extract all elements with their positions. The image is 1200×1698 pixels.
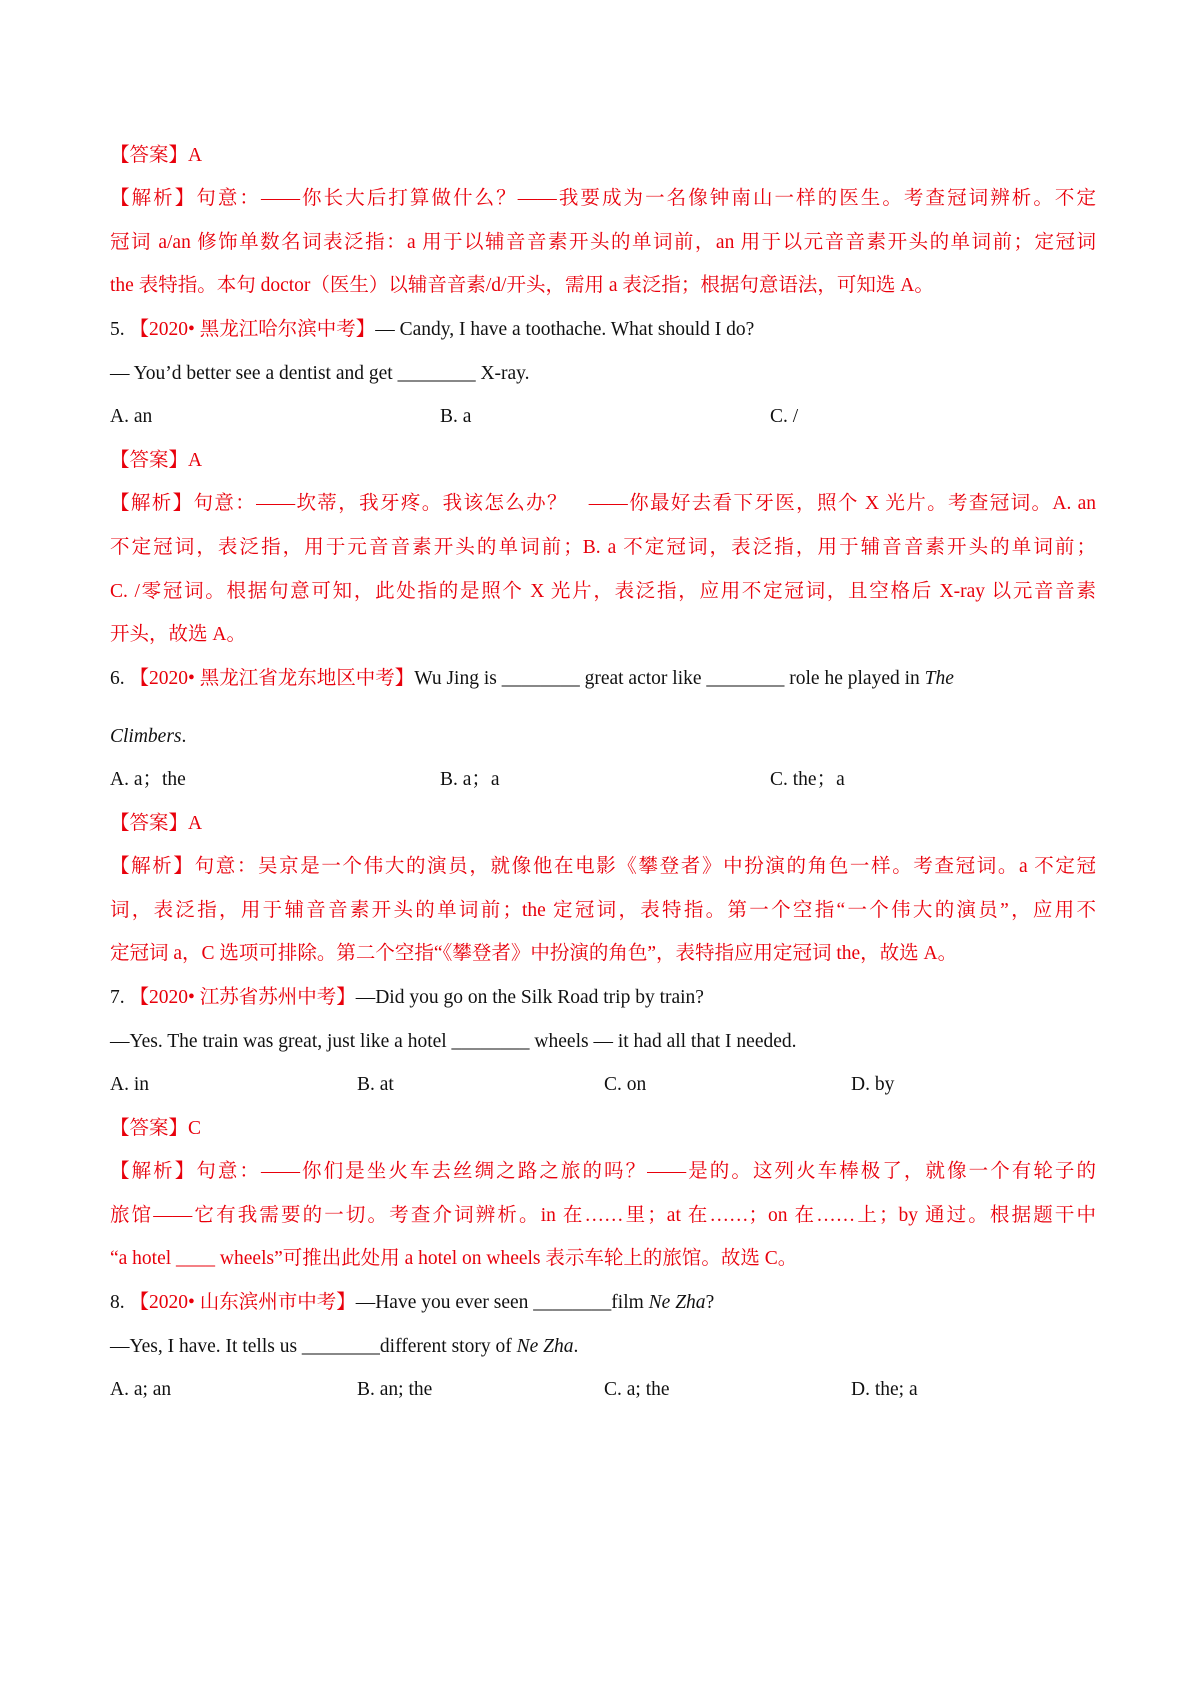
question-number: 7.: [110, 987, 125, 1008]
question-source: 【2020• 黑龙江哈尔滨中考】: [129, 319, 376, 340]
analysis-line: 定冠词 a，C 选项可排除。第二个空指“《攀登者》中扮演的角色”，表特指应用定冠词 the，故选 A。: [110, 943, 958, 964]
option-b: B. a；a: [440, 769, 500, 790]
question-text: —Have you ever seen ________film: [355, 1292, 644, 1313]
analysis-line: 旅馆——它有我需要的一切。考查介词辨析。in 在……里；at 在……；on 在……上；by 通过。根据题干中: [110, 1205, 1096, 1226]
answer-label: 【答案】A: [110, 813, 203, 834]
analysis-line: 冠词 a/an 修饰单数名词表泛指：a 用于以辅音音素开头的单词前，an 用于以元音音素开头的单词前；定冠词: [110, 232, 1096, 253]
punctuation: .: [573, 1336, 579, 1357]
punctuation: .: [181, 726, 187, 747]
question-number: 6.: [110, 668, 125, 689]
film-title: Climbers: [110, 726, 182, 747]
analysis-line: 【解析】句意：——坎蒂，我牙疼。我该怎么办？ ——你最好去看下牙医，照个 X 光片。考查冠词。A. an: [110, 493, 1096, 514]
question-source: 【2020• 山东滨州市中考】: [129, 1292, 356, 1313]
analysis-line: the 表特指。本句 doctor（医生）以辅音音素/d/开头，需用 a 表泛指；根据句意语法，可知选 A。: [110, 275, 934, 296]
answer-label: 【答案】A: [110, 145, 203, 166]
question-5: [110, 320, 754, 340]
option-a: A. in: [110, 1074, 149, 1095]
question-text-part: —Yes, I have. It tells us ________different story of: [110, 1336, 512, 1357]
question-text: Wu Jing is ________ great actor like ________ role he played in: [414, 668, 920, 689]
question-8: [110, 1293, 714, 1313]
option-b: B. an; the: [357, 1379, 433, 1400]
question-source: 【2020• 黑龙江省龙东地区中考】: [129, 668, 415, 689]
question-text: [110, 727, 186, 747]
option-c: C. on: [604, 1074, 647, 1095]
analysis-line: 开头，故选 A。: [110, 624, 246, 645]
punctuation: ?: [705, 1292, 715, 1313]
analysis-line: 【解析】句意：——你长大后打算做什么？——我要成为一名像钟南山一样的医生。考查冠词辨析。不定: [110, 188, 1096, 209]
option-d: D. by: [851, 1074, 895, 1095]
analysis-line: 【解析】句意：吴京是一个伟大的演员，就像他在电影《攀登者》中扮演的角色一样。考查冠词。a 不定冠: [110, 856, 1096, 877]
option-d: D. the; a: [851, 1379, 918, 1400]
question-text: —Did you go on the Silk Road trip by train?: [355, 987, 704, 1008]
question-text: [110, 1337, 578, 1357]
option-a: A. a；the: [110, 769, 186, 790]
answer-label: 【答案】A: [110, 450, 203, 471]
question-7: [110, 988, 704, 1008]
option-b: B. a: [440, 406, 472, 427]
option-c: C. the；a: [770, 769, 845, 790]
option-c: C. /: [770, 406, 799, 427]
option-c: C. a; the: [604, 1379, 670, 1400]
film-title: Ne Zha: [648, 1292, 706, 1313]
analysis-line: 【解析】句意：——你们是坐火车去丝绸之路之旅的吗？——是的。这列火车棒极了，就像一个有轮子的: [110, 1161, 1096, 1182]
question-text: — You’d better see a dentist and get ________ X-ray.: [110, 363, 530, 384]
question-number: 8.: [110, 1292, 125, 1313]
answer-label: 【答案】C: [110, 1118, 202, 1139]
analysis-line: “a hotel ____ wheels”可推出此处用 a hotel on wheels 表示车轮上的旅馆。故选 C。: [110, 1248, 798, 1269]
question-text: — Candy, I have a toothache. What should I do?: [375, 319, 755, 340]
analysis-line: 不定冠词，表泛指，用于元音音素开头的单词前；B. a 不定冠词，表泛指，用于辅音音素开头的单词前；: [110, 537, 1096, 558]
option-a: A. a; an: [110, 1379, 172, 1400]
analysis-line: 词，表泛指，用于辅音音素开头的单词前；the 定冠词，表特指。第一个空指“一个伟大的演员”，应用不: [110, 900, 1096, 921]
option-b: B. at: [357, 1074, 394, 1095]
question-text: —Yes. The train was great, just like a hotel ________ wheels — it had all that I needed.: [110, 1031, 797, 1052]
question-source: 【2020• 江苏省苏州中考】: [129, 987, 356, 1008]
question-6: [110, 669, 954, 689]
question-number: 5.: [110, 319, 125, 340]
film-title: The: [924, 668, 954, 689]
analysis-line: C. /零冠词。根据句意可知，此处指的是照个 X 光片，表泛指，应用不定冠词，且空格后 X-ray 以元音音素: [110, 581, 1096, 602]
film-title: Ne Zha: [516, 1336, 574, 1357]
option-a: A. an: [110, 406, 153, 427]
